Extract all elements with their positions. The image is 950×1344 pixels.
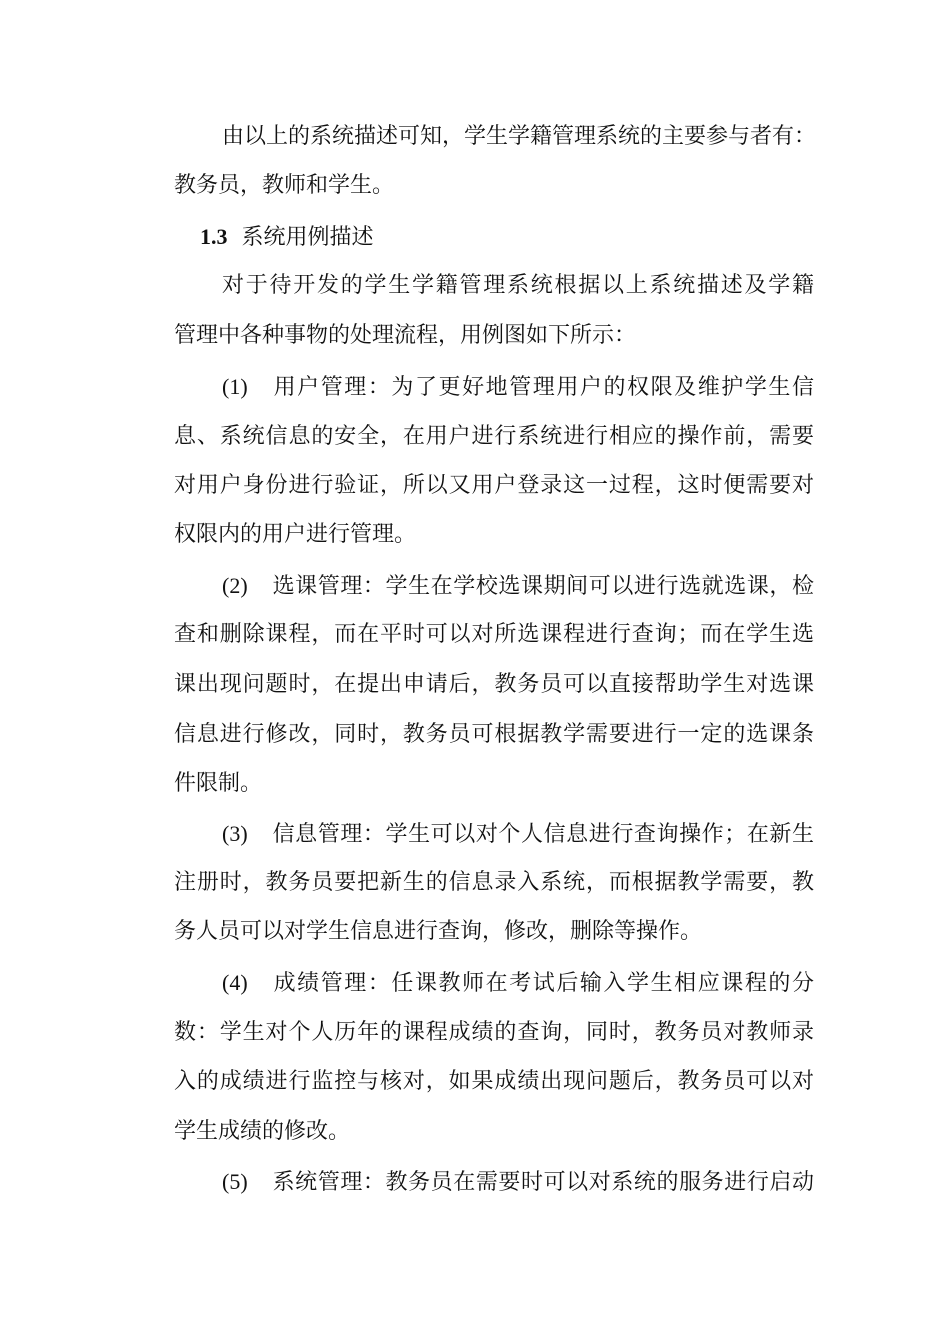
- item-3-text-1: 信息管理：学生可以对个人信息进行查询操作；在新生: [272, 822, 814, 847]
- item-2-line-3: 课出现问题时，在提出申请后，教务员可以直接帮助学生对选课: [174, 672, 814, 697]
- item-4-marker: (4): [222, 970, 248, 995]
- item-1-line-2: 息、系统信息的安全，在用户进行系统进行相应的操作前，需要: [174, 424, 814, 449]
- item-3-line-2: 注册时，教务员要把新生的信息录入系统，而根据教学需要，教: [174, 870, 814, 895]
- item-3-line-3: 务人员可以对学生信息进行查询，修改，删除等操作。: [174, 919, 703, 944]
- item-1-line-1: [222, 372, 814, 403]
- item-2-marker: (2): [222, 573, 248, 598]
- item-3-line-1: [222, 819, 814, 850]
- item-3-marker: (3): [222, 821, 248, 846]
- item-5-text-1: 系统管理：教务员在需要时可以对系统的服务进行启动: [272, 1170, 814, 1195]
- item-1-line-3: 对用户身份进行验证，所以又用户登录这一过程，这时便需要对: [174, 473, 814, 498]
- item-2-text-1: 选课管理：学生在学校选课期间可以进行选就选课，检: [272, 574, 814, 599]
- item-1-marker: (1): [222, 374, 248, 399]
- item-5-line-1: [222, 1167, 814, 1198]
- item-4-line-2: 数：学生对个人历年的课程成绩的查询，同时，教务员对教师录: [174, 1020, 814, 1045]
- section-title: 系统用例描述: [241, 225, 374, 250]
- section-heading: [200, 222, 374, 253]
- item-2-line-4: 信息进行修改，同时，教务员可根据教学需要进行一定的选课条: [174, 722, 814, 747]
- paragraph-1-line-2: 教务员，教师和学生。: [174, 173, 395, 198]
- section-number: 1.3: [200, 224, 228, 249]
- paragraph-2-line-2: 管理中各种事物的处理流程，用例图如下所示：: [174, 323, 637, 348]
- item-2-line-2: 查和删除课程，而在平时可以对所选课程进行查询；而在学生选: [174, 622, 814, 647]
- item-2-line-1: [222, 571, 814, 602]
- paragraph-1-line-1: 由以上的系统描述可知，学生学籍管理系统的主要参与者有：: [222, 124, 817, 149]
- item-1-line-4: 权限内的用户进行管理。: [174, 522, 417, 547]
- item-4-line-4: 学生成绩的修改。: [174, 1119, 351, 1144]
- item-4-line-3: 入的成绩进行监控与核对，如果成绩出现问题后，教务员可以对: [174, 1069, 814, 1094]
- item-1-text-1: 用户管理：为了更好地管理用户的权限及维护学生信: [272, 375, 814, 400]
- paragraph-2-line-1: 对于待开发的学生学籍管理系统根据以上系统描述及学籍: [222, 273, 814, 298]
- item-4-text-1: 成绩管理：任课教师在考试后输入学生相应课程的分: [272, 971, 814, 996]
- item-2-line-5: 件限制。: [174, 771, 263, 796]
- item-4-line-1: [222, 968, 814, 999]
- item-5-marker: (5): [222, 1169, 248, 1194]
